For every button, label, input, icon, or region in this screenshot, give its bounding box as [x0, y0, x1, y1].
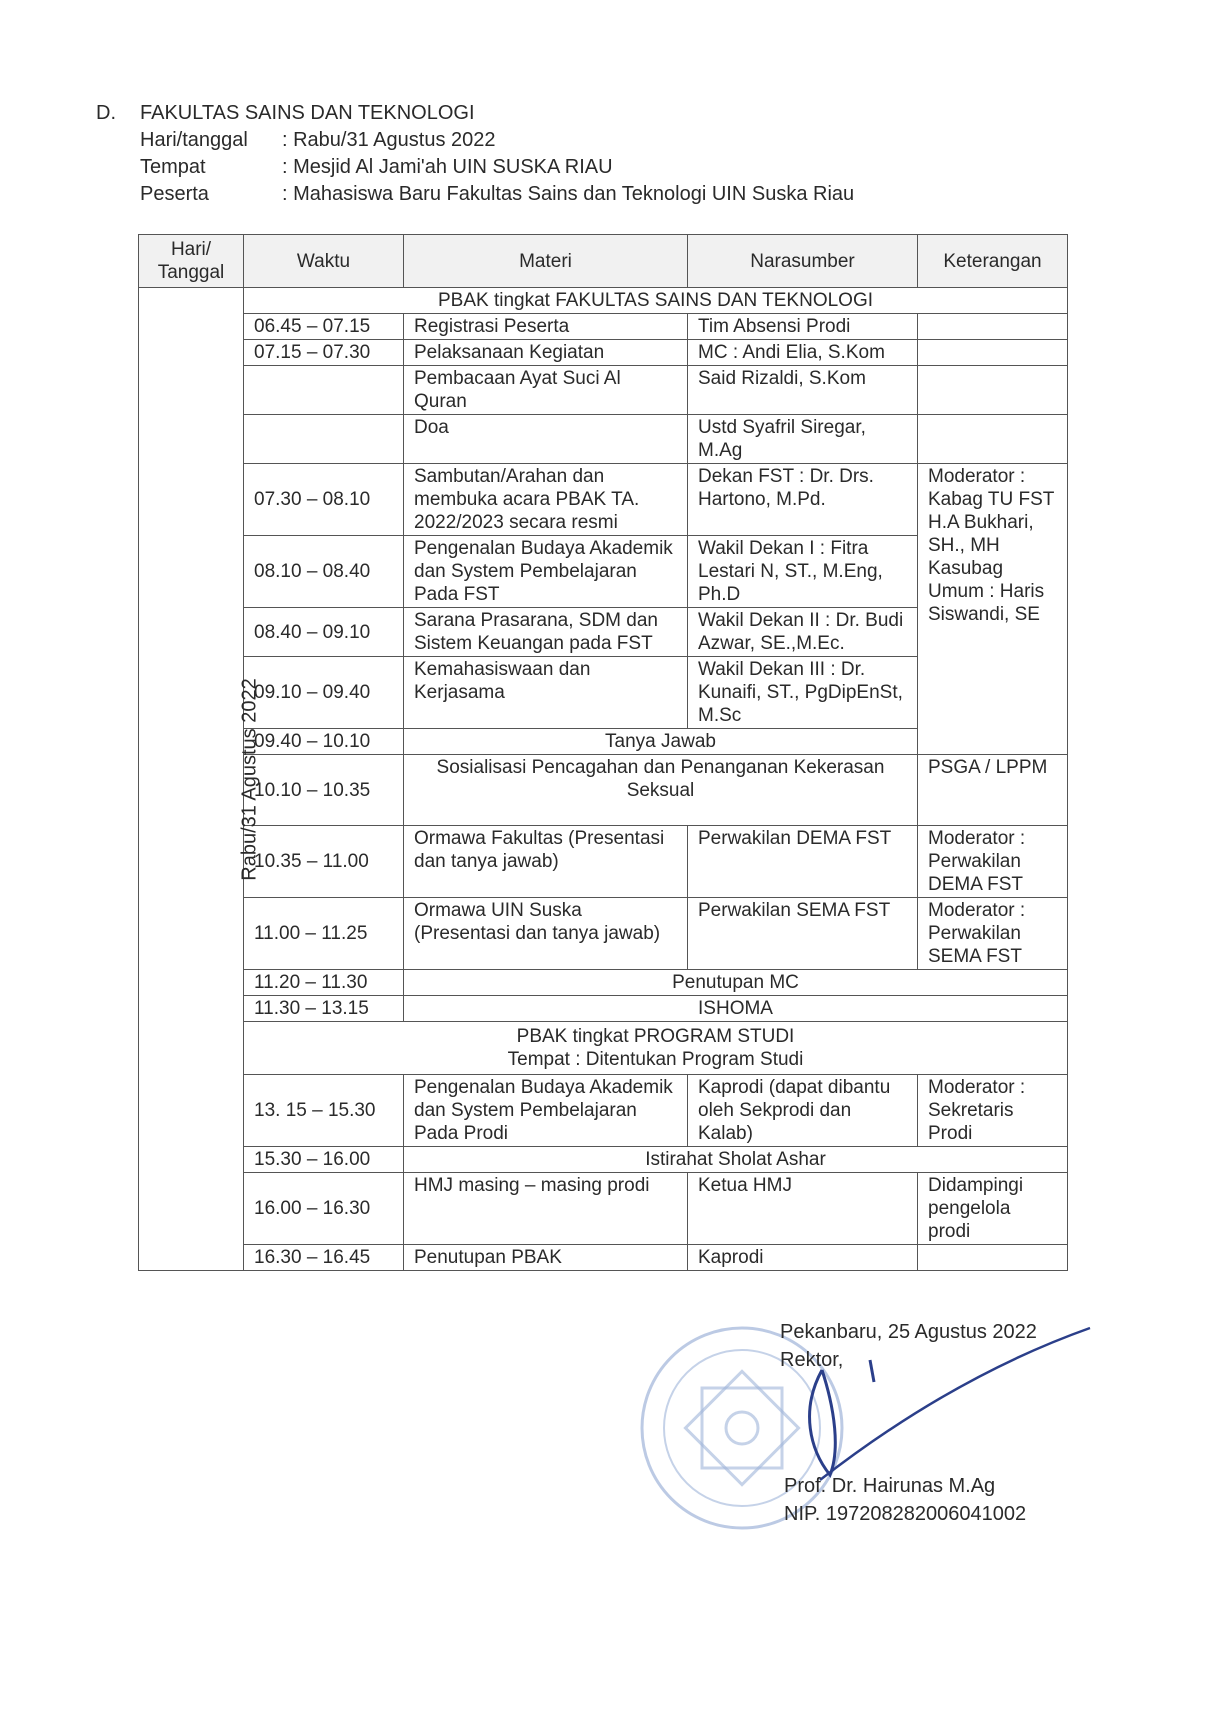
date-cell	[139, 288, 261, 1271]
waktu-cell: 16.00 – 16.30	[244, 1173, 404, 1245]
table-header-row	[139, 235, 1068, 288]
keterangan-cell: Moderator : Perwakilan SEMA FST	[918, 898, 1068, 970]
waktu-cell: 11.00 – 11.25	[244, 898, 404, 970]
waktu-cell: 11.20 – 11.30	[244, 970, 404, 996]
waktu-cell: 11.30 – 13.15	[244, 996, 404, 1022]
keterangan-cell	[918, 366, 1068, 415]
table-row	[139, 1147, 1068, 1173]
waktu-cell: 09.10 – 09.40	[244, 657, 404, 729]
materi-cell: Sosialisasi Pencagahan dan Penanganan Kekerasan Seksual	[404, 755, 918, 826]
waktu-cell: 13. 15 – 15.30	[244, 1075, 404, 1147]
narasumber-cell: Wakil Dekan I : Fitra Lestari N, ST., M.Eng, Ph.D	[688, 536, 918, 608]
header-materi: Materi	[404, 235, 688, 288]
section-title-fakultas: PBAK tingkat FAKULTAS SAINS DAN TEKNOLOGI	[244, 288, 1068, 314]
materi-cell: Registrasi Peserta	[404, 314, 688, 340]
materi-cell: Kemahasiswaan dan Kerjasama	[404, 657, 688, 729]
narasumber-cell: Wakil Dekan II : Dr. Budi Azwar, SE.,M.Ec.	[688, 608, 918, 657]
narasumber-cell: Ketua HMJ	[688, 1173, 918, 1245]
materi-cell: Ormawa Fakultas (Presentasi dan tanya jawab)	[404, 826, 688, 898]
section-title: FAKULTAS SAINS DAN TEKNOLOGI	[140, 102, 475, 124]
table-row	[139, 1245, 1068, 1271]
narasumber-cell: Ustd Syafril Siregar, M.Ag	[688, 415, 918, 464]
waktu-cell: 06.45 – 07.15	[244, 314, 404, 340]
waktu-cell: 16.30 – 16.45	[244, 1245, 404, 1271]
section-title-prodi-line2: Tempat : Ditentukan Program Studi	[507, 1049, 804, 1070]
materi-cell: Pengenalan Budaya Akademik dan System Pembelajaran Pada Prodi	[404, 1075, 688, 1147]
narasumber-cell: Dekan FST : Dr. Drs. Hartono, M.Pd.	[688, 464, 918, 536]
table-row	[139, 366, 1068, 415]
schedule-table	[138, 234, 1068, 1271]
table-row	[139, 415, 1068, 464]
keterangan-cell	[918, 415, 1068, 464]
header-narasumber: Narasumber	[688, 235, 918, 288]
table-row	[139, 970, 1068, 996]
narasumber-cell: Tim Absensi Prodi	[688, 314, 918, 340]
waktu-cell: 07.30 – 08.10	[244, 464, 404, 536]
keterangan-cell: Moderator : Sekretaris Prodi	[918, 1075, 1068, 1147]
header-hari-tanggal: Hari/ Tanggal	[139, 235, 244, 288]
materi-cell: Penutupan PBAK	[404, 1245, 688, 1271]
tanya-jawab-cell: Tanya Jawab	[404, 729, 918, 755]
materi-cell: Pengenalan Budaya Akademik dan System Pembelajaran Pada FST	[404, 536, 688, 608]
signatory-nip: NIP. 197208282006041002	[784, 1503, 1027, 1525]
signature-place-date: Pekanbaru, 25 Agustus 2022	[780, 1321, 1037, 1343]
tempat-label: Tempat	[140, 156, 206, 178]
section-letter: D.	[96, 102, 116, 124]
narasumber-cell: Kaprodi	[688, 1245, 918, 1271]
materi-cell: Sarana Prasarana, SDM dan Sistem Keuangan pada FST	[404, 608, 688, 657]
keterangan-cell: Didampingi pengelola prodi	[918, 1173, 1068, 1245]
keterangan-cell: Moderator : Perwakilan DEMA FST	[918, 826, 1068, 898]
keterangan-cell: PSGA / LPPM	[918, 755, 1068, 826]
signatory-block	[784, 1472, 1026, 1528]
hari-label: Hari/tanggal	[140, 129, 248, 151]
materi-cell: HMJ masing – masing prodi	[404, 1173, 688, 1245]
narasumber-cell: Said Rizaldi, S.Kom	[688, 366, 918, 415]
narasumber-cell: Perwakilan SEMA FST	[688, 898, 918, 970]
waktu-cell: 10.10 – 10.35	[244, 755, 404, 826]
table-row	[139, 755, 1068, 826]
waktu-cell: 15.30 – 16.00	[244, 1147, 404, 1173]
document-heading	[96, 100, 854, 208]
table-row	[139, 288, 1068, 314]
signatory-name: Prof. Dr. Hairunas M.Ag	[784, 1475, 996, 1497]
section-title-prodi	[244, 1022, 1068, 1075]
materi-cell: Ormawa UIN Suska (Presentasi dan tanya jawab)	[404, 898, 688, 970]
section-title-prodi-line1: PBAK tingkat PROGRAM STUDI	[516, 1026, 795, 1047]
materi-cell: Pembacaan Ayat Suci Al Quran	[404, 366, 688, 415]
keterangan-cell	[918, 1245, 1068, 1271]
table-row	[139, 1173, 1068, 1245]
ishoma-cell: ISHOMA	[404, 996, 1068, 1022]
signature-role: Rektor,	[780, 1349, 844, 1371]
table-row	[139, 1075, 1068, 1147]
materi-cell: Sambutan/Arahan dan membuka acara PBAK TA. 2022/2023 secara resmi	[404, 464, 688, 536]
waktu-cell: 09.40 – 10.10	[244, 729, 404, 755]
materi-cell: Doa	[404, 415, 688, 464]
narasumber-cell: Perwakilan DEMA FST	[688, 826, 918, 898]
keterangan-cell	[918, 340, 1068, 366]
header-keterangan: Keterangan	[918, 235, 1068, 288]
hari-value: : Rabu/31 Agustus 2022	[282, 129, 496, 151]
table-row	[139, 340, 1068, 366]
waktu-cell: 07.15 – 07.30	[244, 340, 404, 366]
materi-cell: Pelaksanaan Kegiatan	[404, 340, 688, 366]
narasumber-cell: Kaprodi (dapat dibantu oleh Sekprodi dan Kalab)	[688, 1075, 918, 1147]
table-row	[139, 314, 1068, 340]
keterangan-cell	[918, 314, 1068, 340]
table-row	[139, 464, 1068, 536]
waktu-cell	[244, 415, 404, 464]
waktu-cell: 08.10 – 08.40	[244, 536, 404, 608]
narasumber-cell: Wakil Dekan III : Dr. Kunaifi, ST., PgDipEnSt, M.Sc	[688, 657, 918, 729]
date-vertical: Rabu/31 Agustus 2022	[238, 677, 261, 881]
signature-block	[780, 1318, 1037, 1374]
waktu-cell: 08.40 – 09.10	[244, 608, 404, 657]
keterangan-moderator-cell: Moderator : Kabag TU FST H.A Bukhari, SH., MH Kasubag Umum : Haris Siswandi, SE	[918, 464, 1068, 755]
narasumber-cell: MC : Andi Elia, S.Kom	[688, 340, 918, 366]
peserta-label: Peserta	[140, 183, 209, 205]
waktu-cell	[244, 366, 404, 415]
table-row	[139, 826, 1068, 898]
tempat-value: : Mesjid Al Jami'ah UIN SUSKA RIAU	[282, 156, 613, 178]
table-row	[139, 1022, 1068, 1075]
peserta-value: : Mahasiswa Baru Fakultas Sains dan Teknologi UIN Suska Riau	[282, 183, 855, 205]
penutupan-mc-cell: Penutupan MC	[404, 970, 1068, 996]
waktu-cell: 10.35 – 11.00	[244, 826, 404, 898]
table-row	[139, 996, 1068, 1022]
header-waktu: Waktu	[244, 235, 404, 288]
table-row	[139, 898, 1068, 970]
istirahat-cell: Istirahat Sholat Ashar	[404, 1147, 1068, 1173]
